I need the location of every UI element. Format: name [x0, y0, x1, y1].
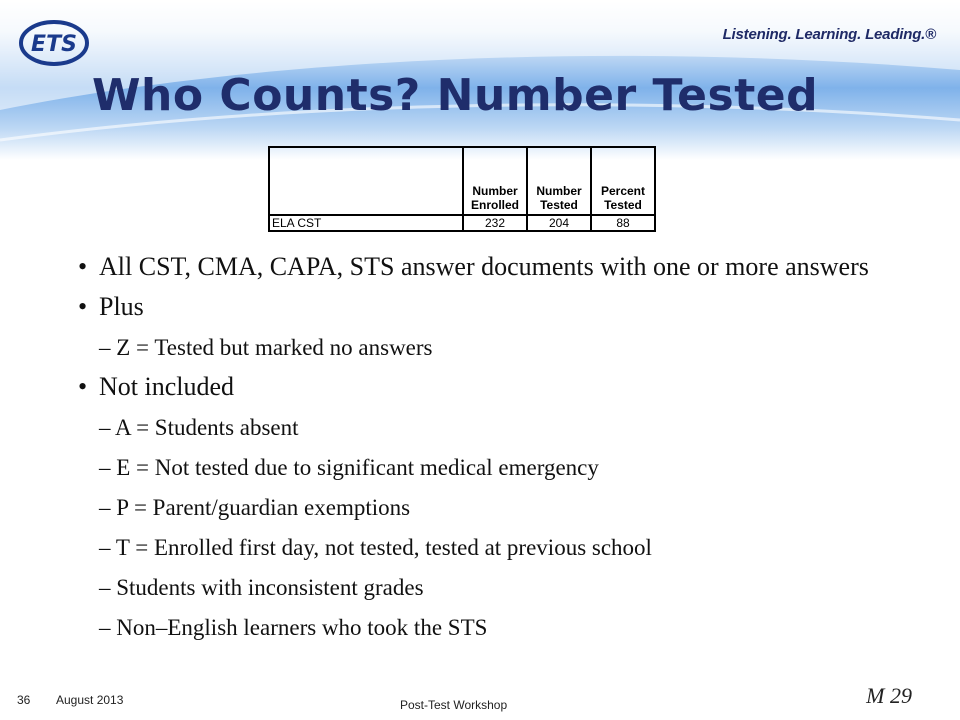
bullet-text: Plus — [99, 292, 144, 321]
bullet-dot: • — [78, 252, 88, 281]
sub-bullet-item: – Non–English learners who took the STS — [99, 615, 488, 640]
sub-bullet-item: – Students with inconsistent grades — [99, 575, 424, 600]
bullet-text: All CST, CMA, CAPA, STS answer documents with one or more answers — [99, 252, 869, 281]
svg-text:ETS: ETS — [31, 32, 77, 57]
bullet-dot: • — [78, 292, 88, 321]
bullet-item — [78, 294, 918, 320]
table-cell-label: ELA CST — [269, 215, 463, 231]
bullet-item — [78, 254, 918, 280]
sub-bullet-item: – A = Students absent — [99, 415, 299, 440]
sub-bullet-item: – E = Not tested due to significant medical emergency — [99, 455, 599, 480]
slide-code: M 29 — [866, 683, 912, 708]
footer-title: Post-Test Workshop — [400, 698, 508, 712]
stats-table — [268, 146, 656, 232]
bullet-dot: • — [78, 372, 88, 401]
table-header-blank — [269, 147, 463, 215]
ets-logo — [18, 18, 92, 68]
table-row — [269, 215, 655, 231]
table-header-tested: Number Tested — [527, 147, 591, 215]
sub-bullet-item: – T = Enrolled first day, not tested, tested at previous school — [99, 535, 652, 560]
table-header-percent: Percent Tested — [591, 147, 655, 215]
table-header-row — [269, 147, 655, 215]
table-header-enrolled: Number Enrolled — [463, 147, 527, 215]
table-cell-tested: 204 — [527, 215, 591, 231]
sub-bullet-item: – Z = Tested but marked no answers — [99, 335, 433, 360]
footer-date: August 2013 — [56, 693, 124, 707]
bullet-item — [78, 374, 918, 400]
bullet-text: Not included — [99, 372, 235, 401]
bullet-list — [78, 254, 918, 654]
tagline: Listening. Learning. Leading.® — [722, 26, 936, 43]
table-cell-enrolled: 232 — [463, 215, 527, 231]
table-cell-percent: 88 — [591, 215, 655, 231]
slide-number: 36 — [17, 693, 31, 707]
page-title: Who Counts? Number Tested — [92, 70, 819, 121]
sub-bullet-item: – P = Parent/guardian exemptions — [99, 495, 411, 520]
